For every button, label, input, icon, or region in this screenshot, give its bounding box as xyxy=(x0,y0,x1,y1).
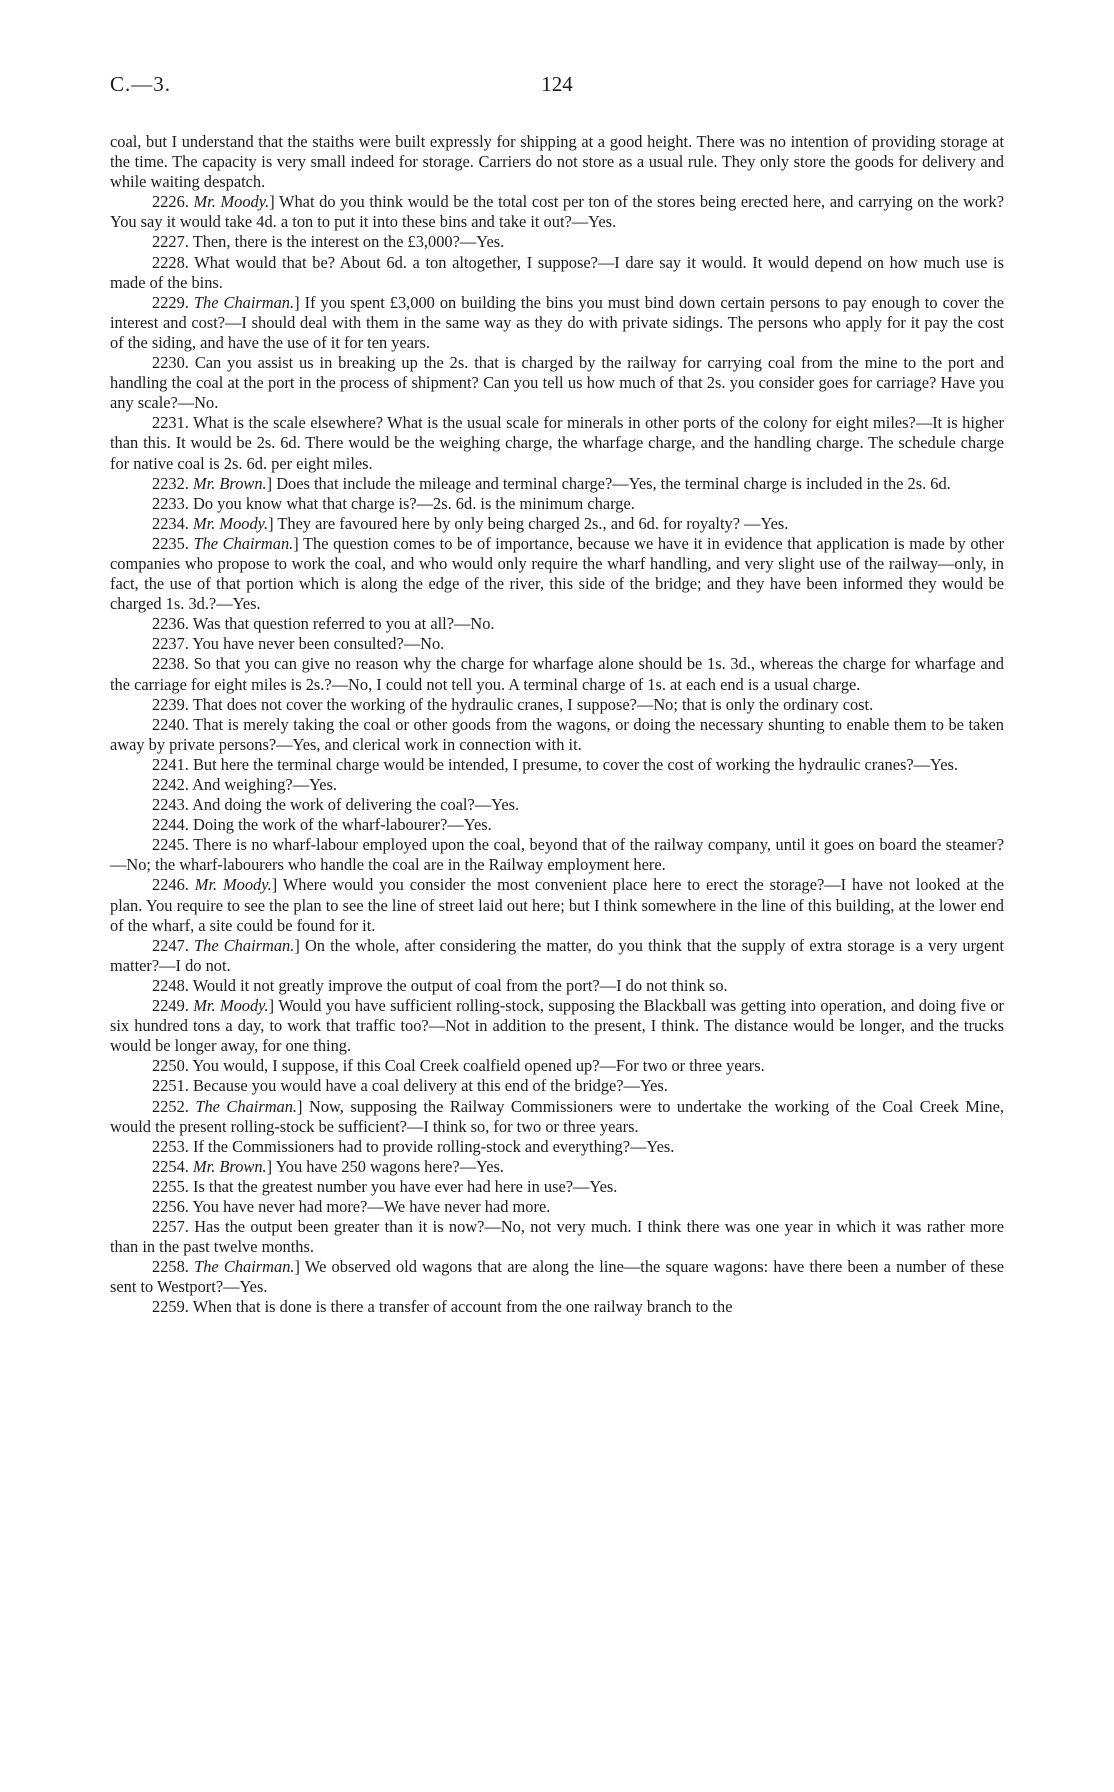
speaker-bracket: ] xyxy=(297,1096,303,1116)
testimony-paragraph xyxy=(110,253,1004,293)
testimony-paragraph xyxy=(110,1297,1004,1317)
question-number: 2234. xyxy=(152,513,189,533)
speaker-bracket: ] xyxy=(266,473,273,493)
question-number: 2259. xyxy=(152,1297,189,1317)
paragraph-text: Because you would have a coal delivery at this end of the bridge?—Yes. xyxy=(193,1076,668,1096)
page-header xyxy=(110,72,1004,102)
speaker-name: The Chairman. xyxy=(195,1096,298,1116)
paragraph-text: And weighing?—Yes. xyxy=(192,775,338,794)
paragraph-text: The question comes to be of importance, because we have it in evidence that application is made by other companies who propose to work the coal, and who would only require the wharf handling, and very slight use of the railway—only, in fact, the use of that portion which is along the edge of the river, this side of the bridge; and they have been informed they would be charged 1s. 3d.?—Yes. xyxy=(110,533,1004,614)
paragraph-text: Would it not greatly improve the output of coal from the port?—I do not think so. xyxy=(192,975,728,995)
testimony-paragraph xyxy=(110,1217,1004,1257)
question-number: 2255. xyxy=(152,1176,189,1196)
testimony-paragraph xyxy=(110,1076,1004,1096)
testimony-paragraph xyxy=(110,1257,1004,1297)
paragraph-text: Doing the work of the wharf-labourer?—Yes. xyxy=(193,815,492,835)
speaker-bracket: ] xyxy=(269,192,275,212)
testimony-paragraph xyxy=(110,413,1004,473)
paragraph-text: Where would you consider the most convenient place here to erect the storage?—I have not looked at the plan. You require to see the plan to see the line of street laid out here; but I think somewhere in the line of this building, at the lower end of the wharf, a site could be found for it. xyxy=(110,875,1004,935)
speaker-name: Mr. Brown. xyxy=(193,473,267,493)
paragraph-text: Has the output been greater than it is now?—No, not very much. I think there was one year in which it was rather more than in the past twelve months. xyxy=(110,1217,1004,1257)
paragraph-text: You have never been consulted?—No. xyxy=(192,634,445,654)
testimony-paragraph xyxy=(110,715,1004,755)
testimony-paragraph xyxy=(110,1157,1004,1177)
question-number: 2235. xyxy=(152,533,189,553)
paragraph-text: If the Commissioners had to provide rolling-stock and everything?—Yes. xyxy=(193,1136,675,1156)
testimony-paragraph xyxy=(110,775,1004,795)
question-number: 2248. xyxy=(152,975,189,995)
paragraph-text: But here the terminal charge would be intended, I presume, to cover the cost of working the hydraulic cranes?—Yes. xyxy=(193,754,958,774)
question-number: 2258. xyxy=(152,1257,189,1277)
question-number: 2236. xyxy=(152,614,189,634)
speaker-bracket: ] xyxy=(271,875,278,895)
question-number: 2237. xyxy=(152,634,189,654)
question-number: 2238. xyxy=(152,654,189,674)
paragraph-text: If you spent £3,000 on building the bins you must bind down certain persons to pay enough to cover the interest and cost?—I should deal with them in the same way as they do with private sidings. The persons who apply for it pay the cost of the siding, and have the use of it for ten years. xyxy=(110,292,1005,352)
question-number: 2252. xyxy=(152,1096,189,1116)
question-number: 2241. xyxy=(152,754,189,774)
speaker-bracket: ] xyxy=(293,533,299,553)
question-number: 2226. xyxy=(152,192,189,212)
paragraph-text: There is no wharf-labour employed upon the coal, beyond that of the railway company, until it goes on board the steamer?—No; the wharf-labourers who handle the coal are in the Railway employment here. xyxy=(110,835,1005,875)
question-number: 2246. xyxy=(152,875,189,895)
speaker-bracket: ] xyxy=(266,1156,273,1176)
series-reference: C.—3. xyxy=(110,72,172,96)
paragraph-text: What do you think would be the total cost per ton of the stores being erected here, and carrying on the work? You say it would take 4d. a ton to put it into these bins and take it out?—Yes. xyxy=(110,192,1004,232)
paragraph-text: Does that include the mileage and terminal charge?—Yes, the terminal charge is included in the 2s. 6d. xyxy=(276,473,951,493)
testimony-paragraph xyxy=(110,614,1004,634)
testimony-paragraph xyxy=(110,875,1004,935)
question-number: 2247. xyxy=(152,935,189,955)
question-number: 2249. xyxy=(152,996,189,1016)
question-number: 2251. xyxy=(152,1076,189,1096)
testimony-paragraph xyxy=(110,293,1004,353)
speaker-bracket: ] xyxy=(268,996,275,1016)
speaker-bracket: ] xyxy=(294,935,300,955)
testimony-paragraph xyxy=(110,1197,1004,1217)
speaker-name: Mr. Moody. xyxy=(193,996,269,1016)
document-body xyxy=(110,132,1004,1318)
question-number: 2230. xyxy=(152,353,189,373)
testimony-paragraph xyxy=(110,996,1004,1056)
testimony-paragraph xyxy=(110,474,1004,494)
speaker-name: Mr. Moody. xyxy=(194,875,272,895)
testimony-paragraph xyxy=(110,192,1004,232)
speaker-name: Mr. Moody. xyxy=(193,192,270,212)
testimony-paragraph xyxy=(110,534,1004,614)
speaker-bracket: ] xyxy=(294,292,300,312)
testimony-paragraph xyxy=(110,654,1004,694)
paragraph-text: They are favoured here by only being charged 2s., and 6d. for royalty? —Yes. xyxy=(277,513,789,533)
paragraph-text: What would that be? About 6d. a ton altogether, I suppose?—I dare say it would. It would depend on how much use is made of the bins. xyxy=(110,252,1004,292)
question-number: 2228. xyxy=(152,252,189,272)
question-number: 2257. xyxy=(152,1217,189,1237)
testimony-paragraph xyxy=(110,815,1004,835)
speaker-name: The Chairman. xyxy=(193,292,295,312)
question-number: 2229. xyxy=(152,292,189,312)
testimony-paragraph xyxy=(110,755,1004,775)
question-number: 2232. xyxy=(152,473,189,493)
testimony-paragraph xyxy=(110,1097,1004,1137)
testimony-paragraph xyxy=(110,795,1004,815)
question-number: 2242. xyxy=(152,775,189,794)
speaker-bracket: ] xyxy=(294,1257,300,1277)
paragraph-text: You would, I suppose, if this Coal Creek coalfield opened up?—For two or three years. xyxy=(192,1056,765,1076)
question-number: 2253. xyxy=(152,1136,189,1156)
speaker-name: Mr. Moody. xyxy=(193,513,269,533)
testimony-paragraph xyxy=(110,494,1004,514)
testimony-paragraph xyxy=(110,1137,1004,1157)
question-number: 2245. xyxy=(152,835,189,855)
testimony-paragraph xyxy=(110,936,1004,976)
paragraph-text: Now, supposing the Railway Commissioners were to undertake the working of the Coal Creek Mine, would the present rolling-stock be sufficient?—I think so, for two or three years. xyxy=(110,1096,1004,1136)
paragraph-text: Is that the greatest number you have ever had here in use?—Yes. xyxy=(193,1176,618,1196)
testimony-paragraph xyxy=(110,514,1004,534)
continuation-paragraph xyxy=(110,132,1004,192)
question-number: 2240. xyxy=(152,714,189,734)
testimony-paragraph xyxy=(110,1177,1004,1197)
testimony-paragraph xyxy=(110,232,1004,252)
paragraph-text: Was that question referred to you at all?—No. xyxy=(192,614,495,634)
question-number: 2233. xyxy=(152,493,189,513)
testimony-paragraph xyxy=(110,634,1004,654)
paragraph-text: We observed old wagons that are along the line—the square wagons: have there been a number of these sent to Westport?—Yes. xyxy=(110,1257,1004,1297)
paragraph-text: And doing the work of delivering the coal?—Yes. xyxy=(192,795,520,815)
question-number: 2244. xyxy=(152,815,189,835)
paragraph-text: On the whole, after considering the matter, do you think that the supply of extra storage is a very urgent matter?—I do not. xyxy=(110,935,1004,975)
question-number: 2243. xyxy=(152,795,189,815)
question-number: 2250. xyxy=(152,1056,189,1076)
paragraph-text: Can you assist us in breaking up the 2s. that is charged by the railway for carrying coal from the mine to the port and handling the coal at the port in the process of shipment? Can you tell us how much of that 2s. you consider goes for carriage? Have you any scale?—No. xyxy=(110,353,1004,413)
speaker-name: The Chairman. xyxy=(194,1257,295,1277)
paragraph-text: Then, there is the interest on the £3,000?—Yes. xyxy=(192,232,505,252)
question-number: 2227. xyxy=(152,232,189,252)
testimony-paragraph xyxy=(110,976,1004,996)
paragraph-text: Do you know what that charge is?—2s. 6d. is the minimum charge. xyxy=(193,493,635,513)
speaker-name: The Chairman. xyxy=(194,935,295,955)
paragraph-text: Would you have sufficient rolling-stock, supposing the Blackball was getting into operation, and doing five or six hundred tons a day, to work that traffic too?—Not in addition to the present, I think. The distance would be longer, and the trucks would be longer away, for one thing. xyxy=(110,996,1004,1056)
paragraph-text: That is merely taking the coal or other goods from the wagons, or doing the necessary shunting to enable them to be taken away by private persons?—Yes, and clerical work in connection with it. xyxy=(110,714,1004,754)
speaker-bracket: ] xyxy=(268,513,274,533)
paragraph-text: That does not cover the working of the hydraulic cranes, I suppose?—No; that is only the ordinary cost. xyxy=(192,694,874,714)
paragraph-text: You have 250 wagons here?—Yes. xyxy=(275,1156,504,1176)
speaker-name: Mr. Brown. xyxy=(193,1156,267,1176)
speaker-name: The Chairman. xyxy=(193,533,294,553)
question-number: 2256. xyxy=(152,1196,189,1216)
paragraph-text: When that is done is there a transfer of account from the one railway branch to the xyxy=(192,1297,733,1317)
paragraph-text: You have never had more?—We have never had more. xyxy=(192,1196,551,1216)
testimony-paragraph xyxy=(110,1056,1004,1076)
question-number: 2254. xyxy=(152,1156,189,1176)
testimony-paragraph xyxy=(110,695,1004,715)
page-number: 124 xyxy=(541,72,573,96)
testimony-paragraph xyxy=(110,353,1004,413)
question-number: 2231. xyxy=(152,413,189,433)
testimony-paragraph xyxy=(110,835,1004,875)
paragraph-text: coal, but I understand that the staiths were built expressly for shipping at a good height. There was no intention of providing storage at the time. The capacity is very small indeed for storage. Carriers do not store as a usual rule. They only store the goods for delivery and while waiting despatch. xyxy=(110,132,1004,192)
paragraph-text: So that you can give no reason why the charge for wharfage alone should be 1s. 3d., whereas the charge for wharfage and the carriage for eight miles is 2s.?—No, I could not tell you. A terminal charge of 1s. at each end is a usual charge. xyxy=(110,654,1004,694)
question-number: 2239. xyxy=(152,694,189,714)
paragraph-text: What is the scale elsewhere? What is the usual scale for minerals in other ports of the colony for eight miles?—It is higher than this. It would be 2s. 6d. There would be the weighing charge, the wharfage charge, and the handling charge. The schedule charge for native coal is 2s. 6d. per eight miles. xyxy=(110,413,1004,473)
